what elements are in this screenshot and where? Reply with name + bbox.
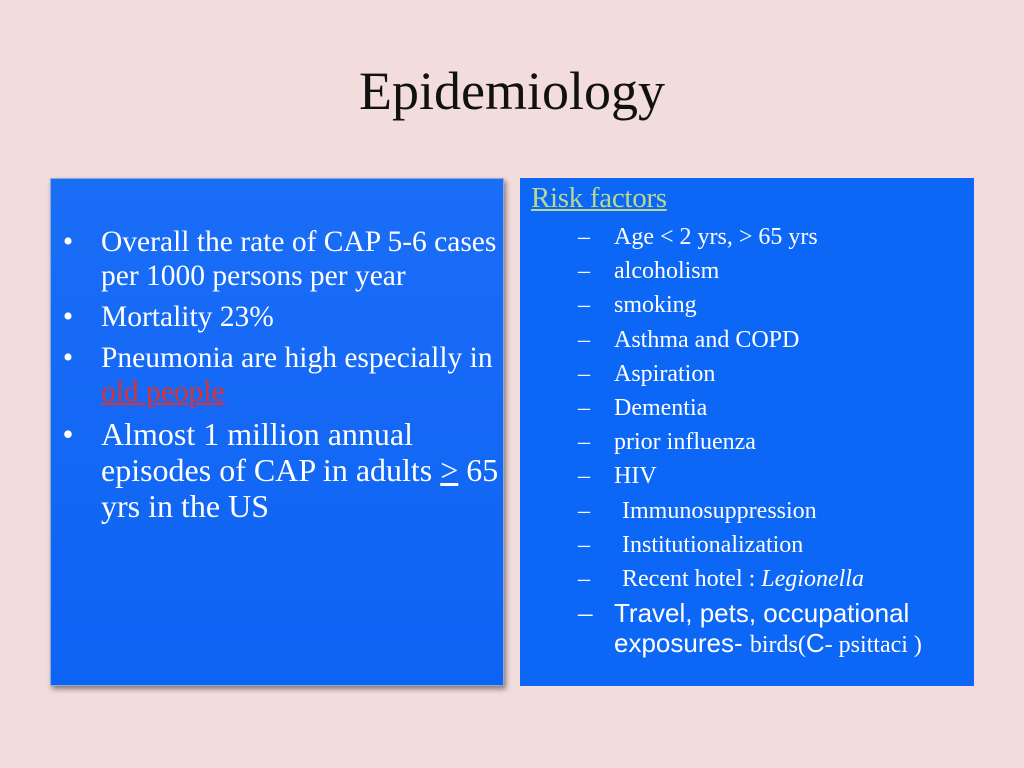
- risk-factor-text: alcoholism: [614, 258, 720, 285]
- risk-factor-text: smoking: [614, 292, 697, 319]
- list-item: [520, 357, 974, 391]
- list-item: [51, 341, 505, 409]
- risk-factor-text: Travel, pets, occupational exposures-: [614, 598, 910, 659]
- dash-icon: –: [578, 258, 590, 285]
- list-item: [520, 391, 974, 425]
- list-item: [520, 562, 974, 596]
- bullet-text: Mortality 23%: [101, 301, 274, 333]
- dash-icon: –: [578, 326, 590, 353]
- bullet-icon: •: [62, 301, 74, 333]
- list-item: [51, 225, 505, 293]
- risk-factors-list: [520, 220, 974, 659]
- bullet-text: Overall the rate of CAP 5-6 cases per 1000 persons per year: [101, 226, 497, 292]
- left-content-panel: [50, 178, 504, 686]
- list-item: [520, 494, 974, 528]
- bullet-text: Pneumonia are high especially in: [101, 342, 493, 374]
- bullet-text: Almost 1 million annual episodes of CAP in adults: [101, 416, 441, 488]
- bullet-text-suffix: 65 yrs in the US: [101, 452, 499, 524]
- list-item: [51, 300, 505, 334]
- risk-factor-text-c: C: [805, 628, 825, 659]
- risk-factor-text: HIV: [614, 463, 657, 490]
- bullet-icon: •: [62, 342, 74, 374]
- risk-factor-text: Recent hotel :: [622, 566, 762, 593]
- dash-icon: –: [578, 597, 593, 630]
- list-item: [520, 459, 974, 493]
- greater-equal-symbol: >: [440, 452, 459, 488]
- slide-title: Epidemiology: [359, 61, 665, 121]
- dash-icon: –: [578, 360, 590, 387]
- risk-factor-text: Institutionalization: [622, 531, 804, 558]
- bullet-icon: •: [62, 226, 74, 258]
- dash-icon: –: [578, 566, 590, 593]
- list-item: [520, 323, 974, 357]
- list-item: [51, 416, 505, 524]
- dash-icon: –: [578, 224, 590, 250]
- list-item: [520, 288, 974, 322]
- risk-factor-text: Aspiration: [614, 360, 716, 387]
- risk-factors-heading: Risk factors: [531, 182, 667, 214]
- risk-factor-text: prior influenza: [614, 429, 756, 456]
- risk-factor-text: Asthma and COPD: [614, 326, 800, 353]
- list-item: [520, 425, 974, 459]
- risk-factor-text-birds: birds(: [749, 632, 806, 659]
- dash-icon: –: [578, 395, 590, 422]
- left-bullet-list: [51, 225, 505, 531]
- dash-icon: –: [578, 531, 590, 558]
- legionella-text: Legionella: [761, 566, 864, 593]
- risk-factor-text: Age < 2 yrs, > 65 yrs: [614, 224, 818, 250]
- dash-icon: –: [578, 292, 590, 319]
- list-item: [520, 254, 974, 288]
- dash-icon: –: [578, 429, 590, 456]
- list-item: [520, 220, 974, 254]
- dash-icon: –: [578, 463, 590, 490]
- list-item: [520, 599, 974, 659]
- list-item: [520, 528, 974, 562]
- bullet-icon: •: [62, 416, 74, 452]
- risk-factors-panel: [520, 178, 974, 686]
- old-people-link[interactable]: old people: [101, 376, 225, 408]
- risk-factor-text: Immunosuppression: [622, 497, 817, 524]
- dash-icon: –: [578, 497, 590, 524]
- risk-factor-text-psittaci: - psittaci ): [824, 632, 922, 659]
- risk-factor-text: Dementia: [614, 395, 708, 422]
